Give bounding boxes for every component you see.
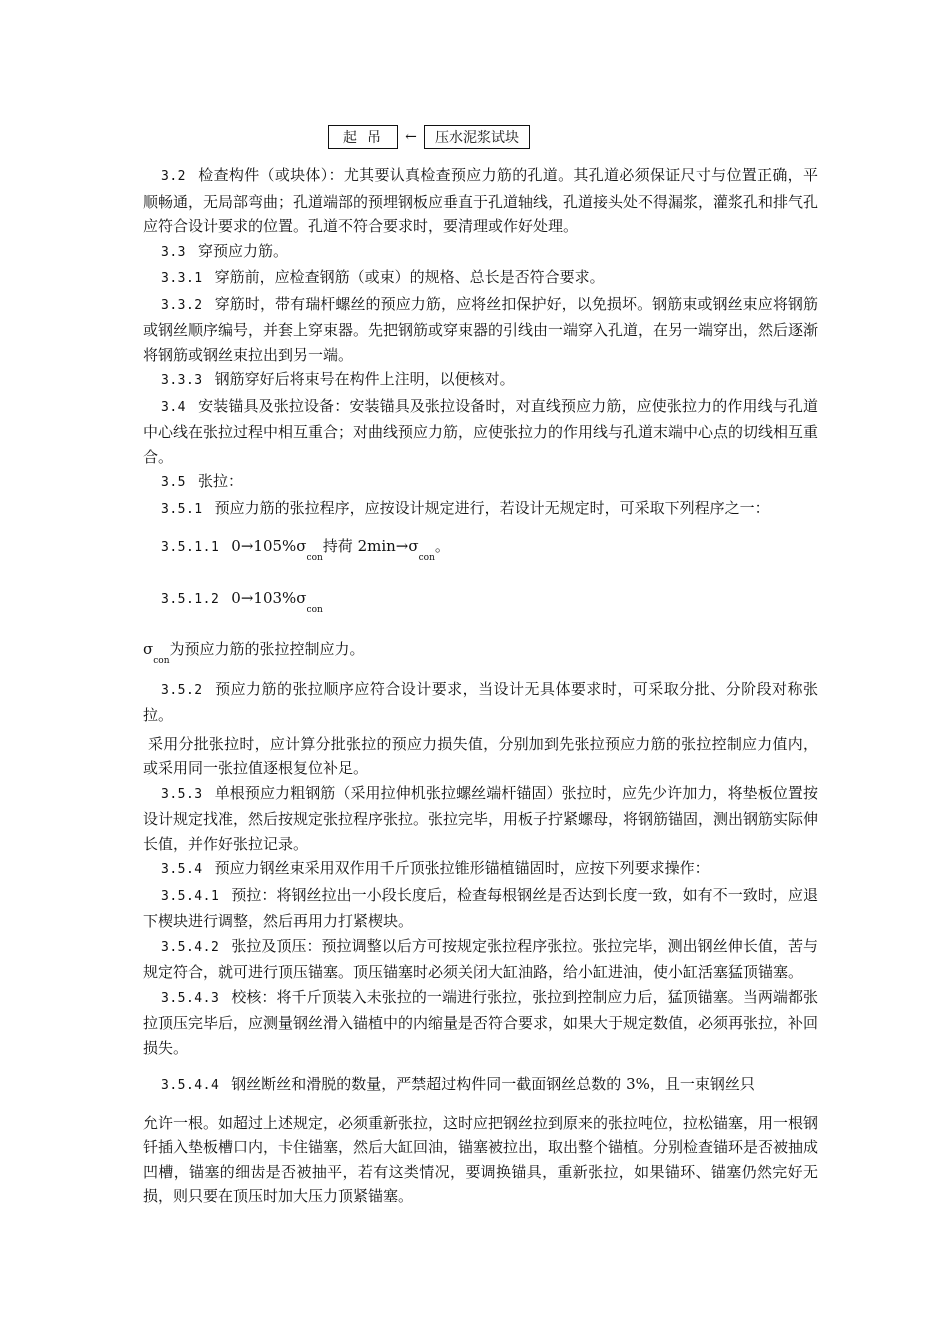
section-number: 3.3.1 <box>161 271 203 286</box>
flow-box-grout-test: 压水泥浆试块 <box>424 125 530 149</box>
para-text: 钢筋穿好后将束号在构件上注明，以便核对。 <box>214 370 515 388</box>
section-number: 3.5.1 <box>161 501 203 517</box>
section-number: 3.3 <box>161 244 186 260</box>
para-text: 为预应力筋的张拉控制应力。 <box>169 640 365 658</box>
formula-subscript: con <box>306 604 323 615</box>
section-number: 3.5.3 <box>161 786 203 802</box>
para-3-5-4-4 <box>143 1072 818 1099</box>
para-text: 预应力筋的张拉顺序应符合设计要求，当设计无具体要求时，可采取分批、分阶段对称张拉。 <box>143 679 818 724</box>
para-text: 预拉：将钢丝拉出一小段长度后，检查每根钢丝是否达到长度一致，如有不一致时，应退下楔块进行调整，然后再用力打紧楔块。 <box>143 885 818 930</box>
section-number: 3.3.2 <box>161 297 203 313</box>
para-3-5 <box>143 469 818 496</box>
flow-diagram <box>328 124 530 150</box>
flow-arrow-icon: ← <box>405 129 417 145</box>
section-number: 3.5.4.3 <box>161 990 220 1006</box>
para-text: 穿预应力筋。 <box>197 241 288 260</box>
sigma-note <box>143 637 818 665</box>
formula-3-5-1-2 <box>143 586 818 614</box>
section-number: 3.5.2 <box>161 682 203 698</box>
section-number: 3.5.1.2 <box>161 591 220 607</box>
section-number: 3.5.4.1 <box>161 888 220 904</box>
section-number: 3.5 <box>161 475 186 490</box>
para-3-4 <box>143 394 818 470</box>
para-3-5-4-3 <box>143 985 818 1061</box>
section-number: 3.5.1.1 <box>161 540 220 555</box>
para-3-5-4 <box>143 856 818 883</box>
formula-3-5-1-1 <box>143 534 818 562</box>
para-3-3 <box>143 239 818 266</box>
section-number: 3.5.4.4 <box>161 1078 220 1093</box>
section-number: 3.5.4.2 <box>161 939 220 955</box>
para-text: 安装锚具及张拉设备：安装锚具及张拉设备时，对直线预应力筋，应使张拉力的作用线与孔道中心线在张拉过程中相互重合；对曲线预应力筋，应使张拉力的作用线与孔道末端中心点的切线相互重合。 <box>143 396 819 466</box>
formula-subscript: con <box>153 656 170 666</box>
section-number: 3.2 <box>161 169 186 184</box>
formula-part: 0→103%σ <box>231 588 307 607</box>
section-number: 3.3.3 <box>161 373 203 388</box>
para-text: 预应力筋的张拉程序，应按设计规定进行，若设计无规定时，可采取下列程序之一： <box>214 498 770 517</box>
formula-subscript: con <box>306 553 323 563</box>
sigma-symbol: σ <box>143 640 154 658</box>
para-text: 检查构件（或块体）：尤其要认真检查预应力筋的孔道。其孔道必须保证尺寸与位置正确，平顺畅通，无局部弯曲；孔道端部的预埋钢板应垂直于孔道轴线，孔道接头处不得漏浆，灌浆孔和排气孔应符合设计要求的位置。孔道不符合要求时，要清理或作好处理。 <box>143 166 819 235</box>
formula-subscript: con <box>418 553 435 563</box>
para-3-3-2 <box>143 292 818 368</box>
para-text: 校核：将千斤顶装入未张拉的一端进行张拉，张拉到控制应力后，猛顶锚塞。当两端都张拉顶压完毕后，应测量钢丝滑入锚植中的内缩量是否符合要求，如果大于规定数值，必须再张拉，补回损失。 <box>143 987 819 1057</box>
para-text: 张拉及顶压：预拉调整以后方可按规定张拉程序张拉。张拉完毕，测出钢丝伸长值，苦与规定符合，就可进行顶压锚塞。顶压锚塞时必须关闭大缸油路，给小缸进油，使小缸活塞猛顶锚塞。 <box>143 936 818 981</box>
para-text: 钢丝断丝和滑脱的数量，严禁超过构件同一截面钢丝总数的 3%，且一束钢丝只 <box>231 1075 755 1093</box>
para-3-5-2-cont <box>143 732 818 781</box>
flow-box-lift: 起吊 <box>328 125 398 149</box>
para-3-5-4-4-cont <box>143 1111 818 1209</box>
para-text: 单根预应力粗钢筋（采用拉伸机张拉螺丝端杆锚固）张拉时，应先少许加力，将垫板位置按设计规定找准，然后按规定张拉程序张拉。张拉完毕，用板子拧紧螺母，将钢筋锚固，测出钢筋实际伸长值，并作好张拉记录。 <box>143 783 819 853</box>
para-text: 采用分批张拉时，应计算分批张拉的预应力损失值，分别加到先张拉预应力筋的张拉控制应力值内，或采用同一张拉值逐根复位补足。 <box>143 734 818 777</box>
formula-part: 持荷 2min→σ <box>322 537 419 555</box>
para-3-5-1 <box>143 496 818 523</box>
para-text: 穿筋时，带有瑞杆螺丝的预应力筋，应将丝扣保护好，以免损坏。钢筋束或钢丝束应将钢筋或钢丝顺序编号，并套上穿束器。先把钢筋或穿束器的引线由一端穿入孔道，在另一端穿出，然后逐渐将钢筋或钢丝束拉出到另一端。 <box>143 294 819 364</box>
para-3-2 <box>143 163 818 239</box>
para-3-5-4-2 <box>143 934 818 985</box>
para-3-3-1 <box>143 265 818 292</box>
para-text: 预应力钢丝束采用双作用千斤顶张拉锥形锚植锚固时，应按下列要求操作： <box>214 859 710 877</box>
para-3-3-3 <box>143 367 818 394</box>
section-number: 3.5.4 <box>161 862 203 877</box>
section-number: 3.4 <box>161 399 186 415</box>
para-text: 穿筋前，应检查钢筋（或束）的规格、总长是否符合要求。 <box>214 268 605 286</box>
para-3-5-3 <box>143 781 818 857</box>
formula-part: 。 <box>434 537 450 555</box>
para-3-5-4-1 <box>143 883 818 934</box>
document-body <box>143 163 818 1209</box>
para-text: 允许一根。如超过上述规定，必须重新张拉，这时应把钢丝拉到原来的张拉吨位，拉松锚塞，用一根钢钎插入垫板槽口内，卡住锚塞，然后大缸回油，锚塞被拉出，取出整个锚植。分别检查锚环是否被抽成凹槽，锚塞的细齿是否被抽平，若有这类情况，要调换锚具，重新张拉，如果锚环、锚塞仍然完好无损，则只要在顶压时加大压力顶紧锚塞。 <box>143 1113 819 1205</box>
para-3-5-2 <box>143 677 818 728</box>
formula-part: 0→105%σ <box>231 537 307 555</box>
para-text: 张拉： <box>197 472 243 490</box>
